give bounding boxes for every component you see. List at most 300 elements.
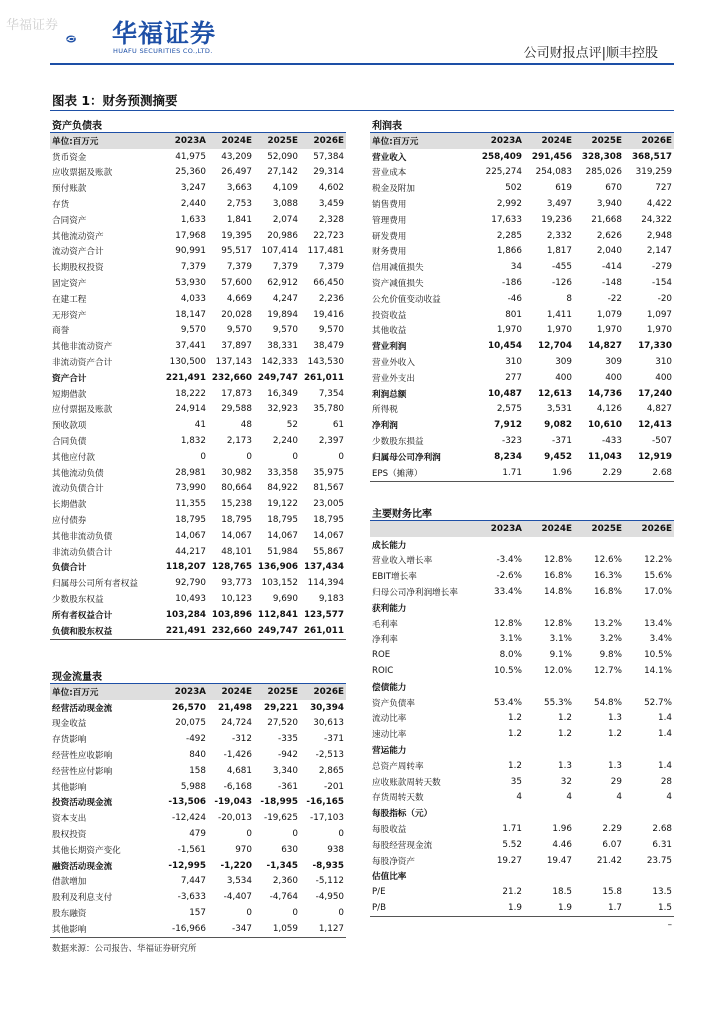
table-row [370,869,674,885]
row-value [524,679,574,695]
table-row [370,537,674,553]
row-label: 经营活动现金流 [52,703,113,714]
row-value: 3.1% [549,634,572,645]
row-value: 21.42 [596,855,622,866]
row-label: 净利润 [372,421,398,432]
row-value [624,679,674,695]
row-value: 8.0% [499,650,522,661]
row-value: -3,633 [177,892,206,903]
row-label: 其他流动负债 [52,468,104,479]
row-value: 9,570 [318,325,345,336]
row-value: -433 [602,436,622,447]
row-value: 1,970 [646,325,673,336]
row-value: 258,409 [481,151,522,162]
row-value: 2,040 [596,246,622,257]
table-row [50,370,346,386]
row-value: 7,447 [180,876,206,887]
row-value: 1.3 [558,760,572,771]
table-row [50,921,346,937]
table-row [50,354,346,370]
row-value: -13,506 [168,797,206,808]
row-value: 285,026 [585,167,622,178]
row-value [524,869,574,885]
table-row [50,560,346,576]
year-header: 2026E [624,521,674,537]
table-row [370,449,674,465]
row-value: 619 [555,183,572,194]
row-value: 37,441 [175,341,206,352]
row-value [574,679,624,695]
row-value: 4 [566,792,572,803]
table-title: 主要财务比率 [370,504,674,521]
row-value: 6.31 [652,839,673,850]
row-value: -201 [324,781,345,792]
row-value: 2.29 [602,824,622,835]
row-value: 232,660 [211,372,252,383]
row-value: 1,097 [646,309,673,320]
row-value: 1,127 [300,921,346,937]
row-label: 营业收入增长率 [372,556,433,567]
row-value: 254,083 [535,167,572,178]
row-value: -18,995 [260,797,298,808]
row-label: 流动负债合计 [52,484,104,495]
row-value: -312 [232,734,252,745]
row-label: 经营性应付影响 [52,766,113,777]
row-label: 速动比率 [372,730,407,741]
row-value: 1.2 [508,760,522,771]
row-label: 货币资金 [52,152,87,163]
table-row [370,679,674,695]
row-label: 研发费用 [372,231,407,242]
row-label: 归属母公司净利润 [372,452,441,463]
row-label: 营运能力 [372,746,407,757]
row-value [574,537,624,553]
table-row [50,323,346,339]
row-value [624,600,674,616]
table-row [50,842,346,858]
row-value: -20,013 [218,813,252,824]
row-value: -361 [278,781,298,792]
table-row [370,916,674,932]
row-value: 502 [505,183,522,194]
table-row [370,244,674,260]
table-row [370,837,674,853]
row-value: 1.96 [524,465,574,481]
row-value: 14,827 [588,341,622,352]
row-value: 33.4% [494,587,522,598]
year-header: 2024E [208,133,254,149]
table-title: 资产负债表 [50,116,346,133]
row-value [624,805,674,821]
table-row [50,874,346,890]
row-value: -335 [278,734,298,745]
unit-label [370,521,474,537]
row-label: 估值比率 [372,872,407,883]
row-value: 114,394 [307,578,345,589]
table-row [50,291,346,307]
table-row [50,149,346,165]
row-label: 营业利润 [372,342,407,353]
row-value: 84,922 [267,483,298,494]
row-value: 4 [666,792,673,803]
row-label: 信用减值损失 [372,263,424,274]
row-label: 无形资产 [52,310,87,321]
row-value: -2,513 [315,750,345,761]
row-value: 1.3 [608,713,622,724]
row-value: 41,975 [175,151,206,162]
row-value: 61 [332,420,345,431]
row-value [524,742,574,758]
row-value: 5,988 [180,781,206,792]
row-value: 130,500 [169,357,206,368]
row-label: EBIT增长率 [372,572,417,583]
row-value: -12,995 [168,860,206,871]
row-value: 19,416 [313,309,345,320]
table-row [50,716,346,732]
row-value: 9,690 [272,594,298,604]
row-value: 73,990 [175,483,206,494]
row-value [524,600,574,616]
row-value: 319,259 [635,167,673,178]
row-value: 62,912 [267,278,298,289]
row-value: 1,059 [254,921,300,937]
row-value: 10,493 [175,594,206,604]
row-value: 12,704 [538,341,572,352]
row-value: -6,168 [223,781,252,792]
year-header: 2025E [254,684,300,700]
row-label: 固定资产 [52,279,87,290]
row-value: 840 [189,750,206,761]
row-label: 非流动资产合计 [52,358,113,369]
row-value: 1.4 [658,729,673,740]
row-value [474,679,524,695]
row-value [474,869,524,885]
row-value [574,869,624,885]
row-value: 51,984 [267,546,298,557]
row-value: 309 [605,357,622,368]
row-value: 24,914 [175,404,206,415]
row-label: 应付票据及账款 [52,405,113,416]
row-value: 35,780 [313,404,345,415]
row-value: 123,577 [303,609,345,620]
row-value: 3,088 [272,199,298,210]
table-title: 利润表 [370,116,674,133]
row-label: 归母公司净利润增长率 [372,588,458,599]
row-value: 3.4% [649,634,673,645]
row-label: EPS（摊薄） [370,465,474,481]
row-label: 所有者权益合计 [52,610,113,621]
row-value: 32 [560,776,572,787]
table-row [370,212,674,228]
row-value: -4,407 [223,892,252,903]
row-value: 310 [505,357,522,368]
row-label: 偿债能力 [372,682,407,693]
row-label: 投资活动现金流 [52,798,113,809]
row-value: -16,165 [306,797,345,808]
table-row [50,496,346,512]
row-value: 37,897 [221,341,252,352]
table-row [370,354,674,370]
figure-divider [50,110,674,111]
table-row [50,386,346,402]
row-value: 158 [189,765,206,776]
row-value: 95,517 [221,246,252,257]
row-label: 每股收益 [372,825,407,836]
row-value: -8,935 [312,860,345,871]
row-label: 税金及附加 [372,184,415,195]
row-value: -4,764 [269,892,298,903]
row-value: -2.6% [496,571,522,582]
table-row [50,196,346,212]
row-value: -347 [208,921,254,937]
row-label: 长期股权投资 [52,263,104,274]
row-value [474,805,524,821]
row-value: 38,479 [313,341,345,352]
table-row [370,647,674,663]
row-value: 19,122 [267,499,298,510]
row-value: 291,456 [531,151,572,162]
unit-label: 单位:百万元 [50,684,162,700]
row-value: 938 [327,844,345,855]
row-value: 3,531 [546,404,572,415]
income-statement-table [370,116,674,482]
row-value: 10,123 [221,594,252,604]
row-value: 27,142 [267,167,298,178]
row-value: -414 [602,262,622,273]
row-value: 8,234 [494,451,522,462]
table-row [370,433,674,449]
row-label: 其他应付款 [52,452,95,463]
row-value: 2.29 [574,465,624,481]
row-label: 商誉 [52,326,70,337]
row-label: 资本支出 [52,814,87,825]
row-value: -20 [657,293,673,304]
row-value: 232,660 [208,623,254,639]
row-value: 20,986 [267,230,298,241]
row-value: 7,912 [494,420,522,431]
row-value: 103,152 [261,578,298,589]
row-value: -186 [502,278,522,289]
row-label: 投资收益 [372,310,407,321]
empty-value-dash: – [667,919,673,930]
row-label: 经营性应收影响 [52,751,113,762]
row-value: -371 [552,436,572,447]
row-value: 2,865 [318,765,345,776]
row-value: 7,379 [318,262,345,273]
company-logo-icon [66,16,112,62]
table-row [370,616,674,632]
row-value: 12.8% [544,618,572,629]
row-label: 其他长期资产变化 [52,845,121,856]
table-row [370,180,674,196]
table-row [370,600,674,616]
year-header: 2023A [474,133,524,149]
row-label: 管理费用 [372,215,407,226]
row-value: 0 [246,451,252,462]
row-label: 负债合计 [52,563,87,574]
row-value: -16,966 [162,921,208,937]
row-label: 预付账款 [52,184,87,195]
table-row [50,165,346,181]
row-value: 26,570 [172,702,206,713]
row-value: 10,487 [488,388,522,399]
row-value: 1.71 [474,465,524,481]
row-value: 4,109 [272,183,298,194]
row-label: 流动比率 [372,714,407,725]
row-value: 400 [555,372,572,383]
row-value: 2,948 [646,230,673,241]
table-row [370,165,674,181]
row-value: 2,074 [272,214,298,225]
row-label: P/E [372,887,386,898]
row-value: 16.3% [594,571,622,582]
row-value: 18.5 [552,887,572,898]
row-value: 1.9 [474,900,524,916]
row-value: 328,308 [581,151,622,162]
row-value: 43,209 [221,151,252,162]
year-header: 2023A [162,684,208,700]
table-row [370,149,674,165]
data-source: 数据来源：公司报告、华福证券研究所 [52,944,197,954]
row-value: 90,991 [175,246,206,257]
row-value: 137,434 [303,562,345,573]
table-row [370,632,674,648]
row-value [624,742,674,758]
row-value: 17,873 [221,388,252,399]
row-value: 2,147 [646,246,673,257]
row-label: 资产合计 [52,373,87,384]
row-value: -455 [552,262,572,273]
row-value: 48 [240,420,252,431]
row-value: 4,681 [226,765,252,776]
row-label: 成长能力 [372,540,407,551]
row-value: 12,613 [538,388,572,399]
row-value: 28,981 [175,467,206,478]
row-value: 14,736 [588,388,622,399]
row-value: 3,459 [318,199,345,210]
table-row [370,884,674,900]
row-value: -492 [186,734,206,745]
row-value: 22,723 [313,230,345,241]
row-value: 261,011 [300,623,346,639]
row-value: 57,384 [313,151,345,162]
year-header: 2023A [162,133,208,149]
row-value: 17,633 [491,214,522,225]
row-value: -942 [278,750,298,761]
row-value: 19.47 [546,855,572,866]
row-value: 12.7% [594,666,622,677]
row-value: 48,101 [221,546,252,557]
row-value: 1,817 [546,246,572,257]
row-label: 股权投资 [52,830,87,841]
row-value: 92,790 [175,578,206,589]
row-value: 3.2% [599,634,622,645]
row-value: 2,285 [496,230,522,241]
row-label: 短期借款 [52,389,87,400]
table-row [50,747,346,763]
year-header: 2024E [208,684,254,700]
row-value: 1.7 [574,900,624,916]
row-label: 长期借款 [52,500,87,511]
row-value: 93,773 [221,578,252,589]
row-value: 0 [200,451,206,462]
row-value [624,537,674,553]
row-value: 2,440 [180,199,206,210]
table-header-row [50,684,346,700]
row-value: 9,452 [544,451,572,462]
row-value: 33,358 [267,467,298,478]
unit-label: 单位:百万元 [50,133,162,149]
row-value: 66,450 [313,278,345,289]
row-value: -371 [324,734,345,745]
row-value: 24,322 [641,214,673,225]
row-value: 1.2 [608,729,622,740]
row-value: 2,753 [226,199,252,210]
row-value: 221,491 [165,372,206,383]
row-value: 29 [610,776,622,787]
row-value: 103,284 [165,609,206,620]
row-value: 12,919 [638,451,673,462]
row-value: 52,090 [267,151,298,162]
row-value: 57,600 [221,278,252,289]
row-value: 107,414 [261,246,298,257]
row-label: 预收款项 [52,421,87,432]
table-row [370,742,674,758]
row-value: 13.4% [644,618,673,629]
row-label: 股东融资 [52,909,87,920]
row-value [524,805,574,821]
row-value: 18,795 [221,515,252,526]
table-row [370,386,674,402]
row-value: 112,841 [257,609,298,620]
row-label: 每股经营现金流 [372,840,433,851]
row-value: 1.2 [558,729,572,740]
table-row [370,900,674,916]
row-value: 24,724 [221,718,252,729]
table-row [50,465,346,481]
table-row [370,663,674,679]
table-row [370,465,674,481]
table-row [370,695,674,711]
row-value: 1.5 [624,900,674,916]
table-row [50,259,346,275]
row-label: 资产减值损失 [372,279,424,290]
row-value: 18,795 [313,515,345,526]
row-value: 35,975 [313,467,345,478]
row-value: 12.8% [544,555,572,566]
row-value: 0 [292,451,298,462]
row-value: 27,520 [267,718,298,729]
row-value: 1.2 [558,713,572,724]
row-value: 309 [555,357,572,368]
row-value: 0 [246,829,252,840]
row-label: 归属母公司所有者权益 [52,579,138,590]
table-row [370,338,674,354]
row-value: 34 [510,262,522,273]
table-row [50,228,346,244]
row-value: 0 [338,908,345,919]
row-value: 19,236 [541,214,572,225]
row-value: 1.3 [608,760,622,771]
row-value: 3.1% [499,634,522,645]
row-value: 1,832 [180,436,206,447]
table-row [370,568,674,584]
row-value: 137,143 [215,357,252,368]
table-title: 现金流量表 [50,667,346,684]
row-value: 80,664 [221,483,252,494]
table-row [50,591,346,607]
row-value: 4,126 [596,404,622,415]
